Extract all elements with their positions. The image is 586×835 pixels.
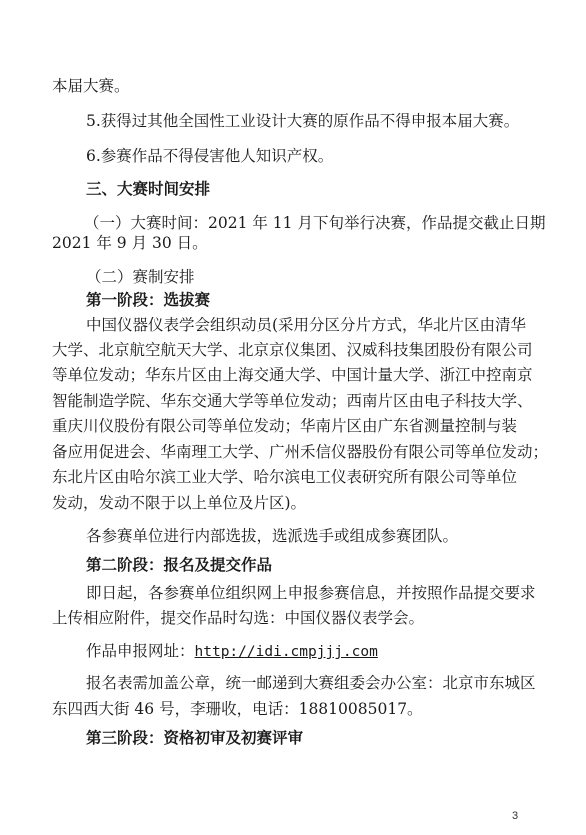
section-heading: 三、大赛时间安排 <box>86 179 211 198</box>
stage-heading: 第二阶段：报名及提交作品 <box>86 555 273 574</box>
subsection-heading: （二）赛制安排 <box>86 268 195 286</box>
list-item-6: 6.参赛作品不得侵害他人知识产权。 <box>86 147 334 165</box>
url-label: 作品申报网址： <box>86 642 195 660</box>
list-item-5: 5.获得过其他全国性工业设计大赛的原作品不得申报本届大赛。 <box>86 112 520 130</box>
stage-heading: 第三阶段：资格初审及初赛评审 <box>86 728 304 747</box>
page-number: 3 <box>512 810 519 822</box>
body-text: 东四西大街 46 号，李珊收，电话：18810085017。 <box>52 700 423 718</box>
submission-url-link[interactable]: http://idi.cmpjjj.com <box>194 644 378 660</box>
body-text: 上传相应附件，提交作品时勾选：中国仪器仪表学会。 <box>52 609 425 627</box>
body-text: 发动，发动不限于以上单位及片区)。 <box>52 494 307 512</box>
stage-heading: 第一阶段：选拔赛 <box>86 290 211 309</box>
body-text: 中国仪器仪表学会组织动员(采用分区分片方式，华北片区由清华 <box>86 316 527 334</box>
body-text: 即日起，各参赛单位组织网上申报参赛信息，并按照作品提交要求 <box>86 584 536 602</box>
body-text: 等单位发动；华东片区由上海交通大学、中国计量大学、浙江中控南京 <box>52 366 533 384</box>
body-text: 各参赛单位进行内部选拔，选派选手或组成参赛团队。 <box>86 527 459 545</box>
body-text: 智能制造学院、华东交通大学等单位发动；西南片区由电子科技大学、 <box>52 392 533 410</box>
body-text: 本届大赛。 <box>52 77 130 95</box>
body-text: 东北片区由哈尔滨工业大学、哈尔滨电工仪表研究所有限公司等单位 <box>52 468 518 486</box>
body-text: 报名表需加盖公章，统一邮递到大赛组委会办公室：北京市东城区 <box>86 674 536 692</box>
body-text: 2021 年 9 月 30 日。 <box>52 234 208 252</box>
body-text: （一）大赛时间：2021 年 11 月下旬举行决赛，作品提交截止日期 <box>84 214 546 232</box>
submission-url-line <box>86 641 586 662</box>
body-text: 重庆川仪股份有限公司等单位发动；华南片区由广东省测量控制与装 <box>52 417 518 435</box>
body-text: 备应用促进会、华南理工大学、广州禾信仪器股份有限公司等单位发动； <box>52 443 549 461</box>
body-text: 大学、北京航空航天大学、北京京仪集团、汉威科技集团股份有限公司 <box>52 341 533 359</box>
